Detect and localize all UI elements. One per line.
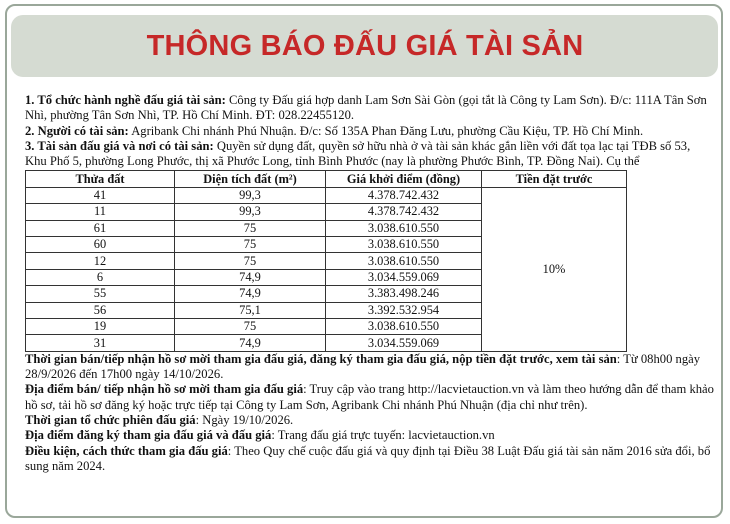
lot-cell: 19: [26, 319, 175, 335]
table-body: [26, 187, 627, 351]
area-cell: 99,3: [175, 204, 326, 220]
notice-body: [25, 93, 715, 474]
area-cell: 75,1: [175, 302, 326, 318]
header-lot: Thửa đất: [26, 171, 175, 187]
lot-cell: 60: [26, 237, 175, 253]
price-cell: 3.038.610.550: [326, 319, 482, 335]
area-cell: 75: [175, 220, 326, 236]
conditions-text: : Theo Quy chế cuộc đấu giá và quy định tại Điều 38 Luật Đấu giá tài sản năm 2016 sửa đổi, bổ sung năm 2024.: [25, 443, 711, 473]
register-place-paragraph: [25, 428, 715, 443]
auction-time-paragraph: [25, 413, 715, 428]
asset-text: Quyền sử dụng đất, quyền sở hữu nhà ở và tài sản khác gắn liền với đất tọa lạc tại TĐB số 53, Khu Phố 5, phường Long Phước, thị xã Phước Long, tỉnh Bình Phước (nay là phường Phước Bình, TP. Đồng Nai). Cụ thể: [25, 138, 691, 169]
price-cell: 3.034.559.069: [326, 269, 482, 285]
price-cell: 3.034.559.069: [326, 335, 482, 351]
sale-place-paragraph: [25, 382, 715, 413]
lot-cell: 31: [26, 335, 175, 351]
area-cell: 74,9: [175, 269, 326, 285]
sale-place-text: : Truy cập vào trang http://lacvietauction.vn và làm theo hướng dẫn để tham khảo hồ sơ, tải hồ sơ đăng ký hoặc trực tiếp tại Công ty Lam Sơn, Agribank Chi nhánh Phú Nhuận (địa chỉ như trên).: [25, 382, 714, 412]
auction-time-text: : Ngày 19/10/2026.: [195, 412, 294, 427]
price-cell: 3.392.532.954: [326, 302, 482, 318]
header-area: Diện tích đất (m²): [175, 171, 326, 187]
conditions-paragraph: [25, 444, 715, 475]
owner-text: Agribank Chi nhánh Phú Nhuận. Đ/c: Số 135A Phan Đăng Lưu, phường Cầu Kiệu, TP. Hồ Chí Minh.: [128, 123, 644, 138]
sale-time-paragraph: [25, 352, 715, 383]
table-row: [26, 187, 627, 203]
organizer-paragraph: [25, 93, 715, 124]
price-cell: 4.378.742.432: [326, 204, 482, 220]
area-cell: 75: [175, 319, 326, 335]
price-cell: 4.378.742.432: [326, 187, 482, 203]
asset-paragraph: [25, 139, 715, 170]
register-place-label: Địa điểm đăng ký tham gia đấu giá và đấu giá: [25, 428, 272, 443]
sale-place-label: Địa điểm bán/ tiếp nhận hồ sơ mời tham gia đấu giá: [25, 382, 304, 397]
area-cell: 99,3: [175, 187, 326, 203]
area-cell: 75: [175, 237, 326, 253]
lot-cell: 41: [26, 187, 175, 203]
price-cell: 3.038.610.550: [326, 237, 482, 253]
register-place-text: : Trang đấu giá trực tuyến: lacvietauction.vn: [271, 428, 495, 443]
price-cell: 3.383.498.246: [326, 286, 482, 302]
header-price: Giá khởi điểm (đồng): [326, 171, 482, 187]
deposit-cell: 10%: [482, 187, 627, 351]
price-cell: 3.038.610.550: [326, 253, 482, 269]
owner-paragraph: [25, 124, 715, 139]
organizer-label: 1. Tổ chức hành nghề đấu giá tài sản:: [25, 93, 226, 107]
auction-time-label: Thời gian tổ chức phiên đấu giá: [25, 412, 196, 427]
sale-time-text: : Từ 08h00 ngày 28/9/2026 đến 17h00 ngày 14/10/2026.: [25, 351, 700, 382]
area-cell: 75: [175, 253, 326, 269]
area-cell: 74,9: [175, 335, 326, 351]
lot-cell: 6: [26, 269, 175, 285]
header-deposit: Tiền đặt trước: [482, 171, 627, 187]
organizer-text: Công ty Đấu giá hợp danh Lam Sơn Sài Gòn (gọi tắt là Công ty Lam Sơn). Đ/c: 111A Tân Sơn Nhì, phường Tân Sơn Nhì, TP. Hồ Chí Minh. ĐT: 028.22455120.: [25, 93, 707, 123]
table-header-row: [26, 171, 627, 187]
conditions-label: Điều kiện, cách thức tham gia đấu giá: [25, 443, 228, 458]
lot-cell: 12: [26, 253, 175, 269]
area-cell: 74,9: [175, 286, 326, 302]
lot-cell: 11: [26, 204, 175, 220]
lot-cell: 56: [26, 302, 175, 318]
asset-label: 3. Tài sản đấu giá và nơi có tài sản:: [25, 138, 214, 153]
owner-label: 2. Người có tài sản:: [25, 123, 129, 138]
lot-cell: 61: [26, 220, 175, 236]
page-title: THÔNG BÁO ĐẤU GIÁ TÀI SẢN: [146, 30, 584, 62]
price-table: [25, 170, 627, 351]
lot-cell: 55: [26, 286, 175, 302]
sale-time-label: Thời gian bán/tiếp nhận hồ sơ mời tham gia đấu giá, đăng ký tham gia đấu giá, nộp tiền đặt trước, xem tài sản: [25, 351, 617, 366]
price-cell: 3.038.610.550: [326, 220, 482, 236]
